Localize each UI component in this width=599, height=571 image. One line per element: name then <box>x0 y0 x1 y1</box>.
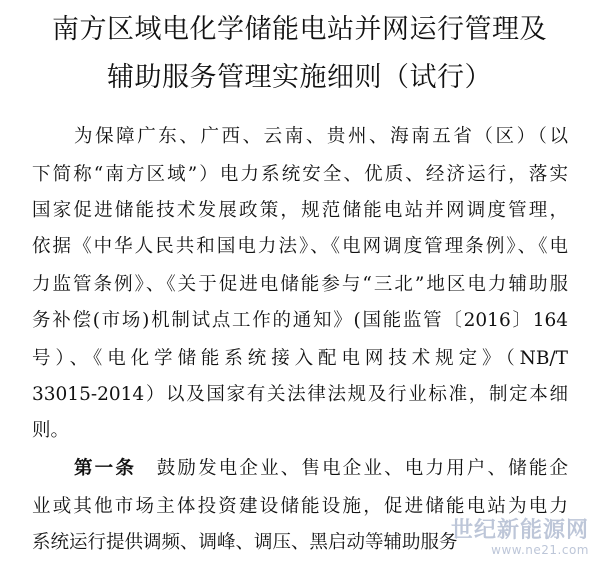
watermark-url-text: www.ne21.com <box>491 543 589 557</box>
document-title-line-2: 辅助服务管理实施细则（试行） <box>107 62 492 93</box>
article-1-line-3: 系统运行提供调频、调峰、调压、黑启动等辅助服务 <box>32 532 458 553</box>
watermark-main-text: 世纪新能源网 <box>450 518 589 543</box>
preamble-line-8: 33015-2014）以及国家有关法律法规及行业标准，制定本细 <box>32 384 568 405</box>
preamble-line-7: 号）、《电化学储能系统接入配电网技术规定》（NB/T <box>32 348 568 369</box>
preamble-line-6: 务补偿(市场)机制试点工作的通知》(国能监管〔2016〕164 <box>32 310 568 331</box>
preamble-line-1: 为保障广东、广西、云南、贵州、海南五省（区）（以 <box>74 126 568 147</box>
preamble-line-2: 下简称“南方区域”）电力系统安全、优质、经济运行，落实 <box>32 164 568 185</box>
preamble-line-3: 国家促进储能技术发展政策，规范储能电站并网调度管理， <box>32 200 568 221</box>
article-1-line-2: 业或其他市场主体投资建设储能设施，促进储能电站为电力 <box>32 496 568 517</box>
document-title-line-1: 南方区域电化学储能电站并网运行管理及 <box>52 14 547 45</box>
article-1-label: 第一条 <box>74 458 137 479</box>
article-1-first-line-text: 鼓励发电企业、售电企业、电力用户、储能企 <box>156 458 568 479</box>
preamble-line-5: 力监管条例》、《关于促进电储能参与“三北”地区电力辅助服 <box>32 274 568 295</box>
preamble-line-9: 则。 <box>32 420 70 441</box>
preamble-line-4: 依据《中华人民共和国电力法》、《电网调度管理条例》、《电 <box>32 236 568 257</box>
article-1-first-line <box>74 456 568 482</box>
